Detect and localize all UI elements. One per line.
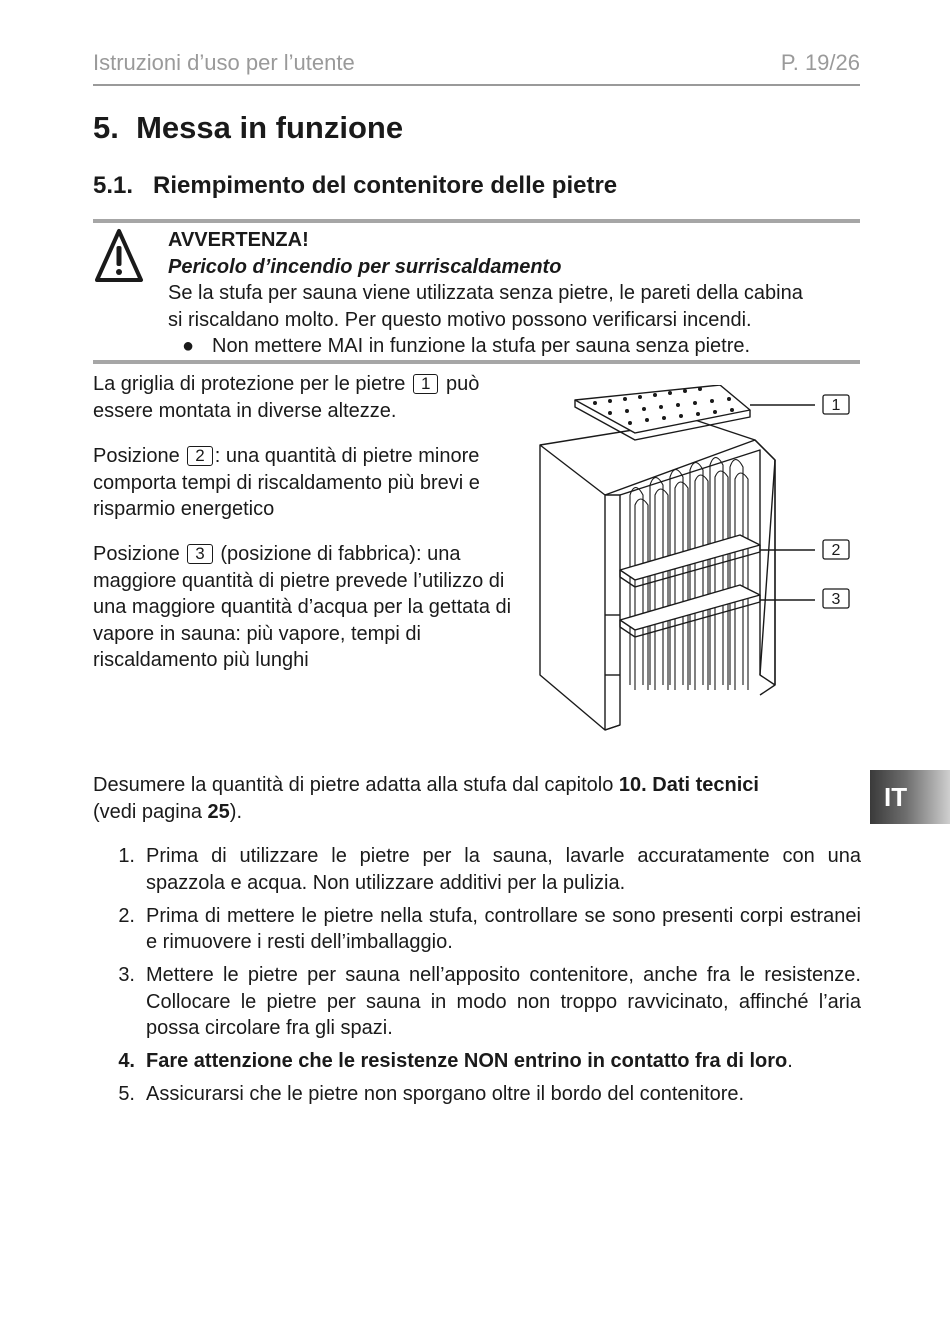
figure-label-3: 3 [831, 591, 841, 608]
warning-triangle-icon [94, 228, 144, 284]
step-number: 4. [118, 1050, 135, 1072]
warning-line-2: si riscaldano molto. Per questo motivo possono verificarsi incendi. [168, 308, 752, 331]
figure-label-1: 1 [831, 397, 841, 414]
sauna-heater-illustration [535, 385, 865, 745]
subsection-title: Riempimento del contenitore delle pietre [153, 172, 618, 199]
desumere-text-2: (vedi pagina [93, 800, 208, 823]
list-item [93, 1048, 861, 1075]
language-tab-label: IT [884, 782, 908, 812]
para3-text: Posizione [93, 543, 180, 565]
section-number: 5. [93, 110, 119, 145]
list-item [93, 1081, 861, 1108]
warning-top-rule [93, 219, 860, 223]
header-divider [93, 84, 860, 86]
para2-text: Posizione [93, 445, 180, 467]
warning-line-1: Se la stufa per sauna viene utilizzata senza pietre, le pareti della cabina [168, 282, 803, 304]
technical-data-reference [93, 772, 853, 825]
step-text: Fare attenzione che le resistenze NON entrino in contatto fra di loro [146, 1050, 788, 1072]
para3-text-after: (posizione di fabbrica): una maggiore quantità di pietre prevede l’utilizzo di una maggiore quantità d’acqua per la gettata di vapore in sauna: più vapore, tempi di riscaldamento più lunghi [93, 543, 512, 671]
step-number: 2. [118, 904, 135, 927]
section-title: Messa in funzione [136, 110, 404, 145]
callout-1: 1 [413, 374, 438, 394]
list-item [93, 843, 861, 896]
paragraph-position-3 [93, 541, 533, 674]
paragraph-position-2 [93, 443, 533, 523]
page-number: P. 19/26 [780, 50, 860, 75]
para2-text-after: : una quantità di pietre minore comporta tempi di riscaldamento più brevi e risparmio energetico [93, 445, 480, 520]
language-tab[interactable] [870, 770, 950, 824]
warning-subtitle: Pericolo d’incendio per surriscaldamento [168, 255, 562, 278]
page-reference: 25 [207, 800, 230, 823]
bullet-dot-icon: ● [182, 335, 195, 357]
header-title: Istruzioni d’uso per l’utente [93, 50, 355, 75]
step-suffix: . [787, 1050, 793, 1072]
step-text: Prima di utilizzare le pietre per la sauna, lavarle accuratamente con una spazzola e acqua. Non utilizzare additivi per la pulizia. [146, 845, 861, 894]
step-text: Mettere le pietre per sauna nell’apposito contenitore, anche fra le resistenze. Collocare le pietre per sauna in modo non troppo ravvicinato, affinché l’aria possa circolare fra gli spazi. [146, 964, 861, 1039]
list-item [93, 903, 861, 956]
warning-bottom-rule [93, 360, 860, 364]
step-text: Prima di mettere le pietre nella stufa, controllare se sono presenti corpi estranei e rimuovere i resti dell’imballaggio. [146, 904, 861, 953]
figure-label-2: 2 [831, 542, 841, 559]
warning-bullet-text: Non mettere MAI in funzione la stufa per sauna senza pietre. [212, 335, 751, 357]
para1-text: La griglia di protezione per le pietre [93, 373, 406, 395]
figure-callouts [823, 395, 849, 608]
paragraph-grid [93, 371, 533, 424]
chapter-reference: 10. Dati tecnici [618, 774, 759, 796]
step-number: 3. [118, 964, 135, 986]
warning-text [168, 227, 868, 360]
steps-list [93, 843, 861, 1114]
subsection-number: 5.1. [93, 172, 134, 199]
subsection-heading [93, 172, 617, 200]
step-text: Assicurarsi che le pietre non sporgano oltre il bordo del contenitore. [146, 1083, 745, 1105]
warning-title: AVVERTENZA! [168, 229, 309, 251]
list-item [93, 962, 861, 1042]
section-heading [93, 110, 403, 146]
warning-bullet [168, 333, 868, 360]
desumere-text-3: ). [229, 800, 242, 823]
step-number: 5. [118, 1083, 135, 1105]
callout-2: 2 [187, 446, 212, 466]
para1-text-after: può essere montata in diverse altezze. [93, 373, 480, 422]
callout-3: 3 [187, 544, 212, 564]
step-number: 1. [118, 845, 135, 867]
desumere-text: Desumere la quantità di pietre adatta alla stufa dal capitolo [93, 774, 619, 796]
